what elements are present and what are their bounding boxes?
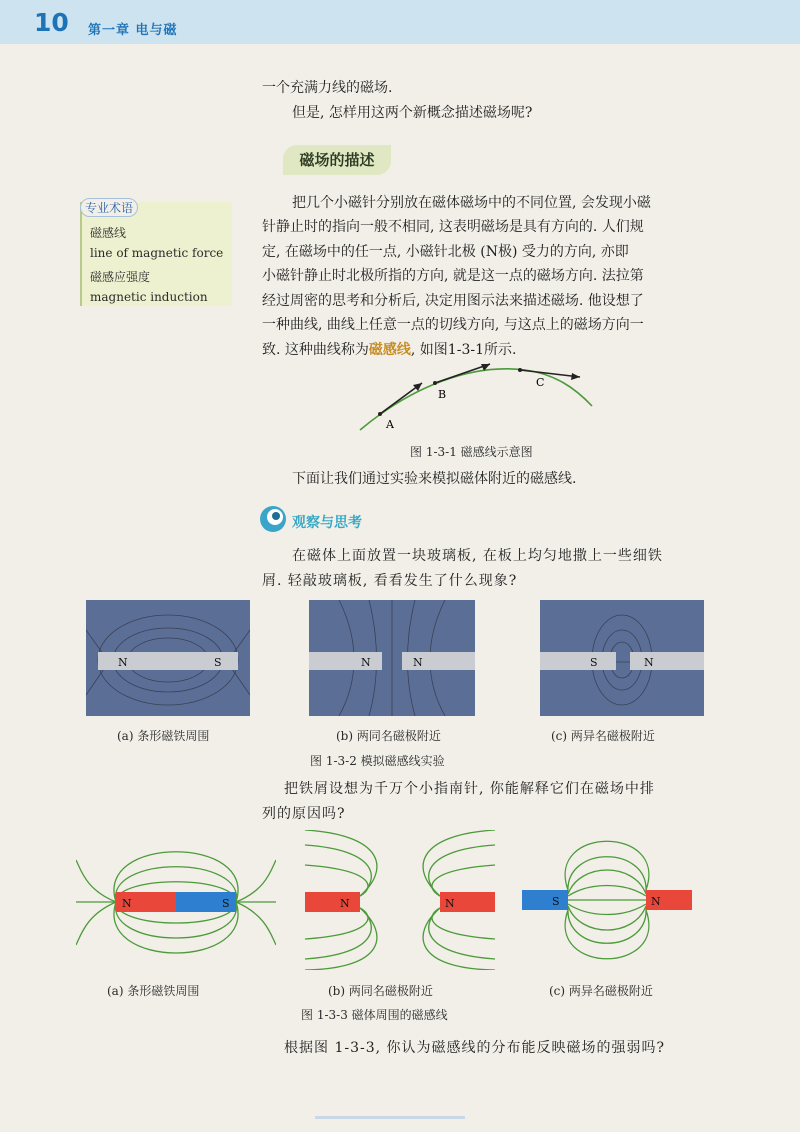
figure-1-3-1 bbox=[350, 358, 610, 438]
para-line: 把几个小磁针分别放在磁体磁场中的不同位置, 会发现小磁 bbox=[292, 195, 651, 211]
point-b bbox=[433, 381, 437, 385]
para-line: 小磁针静止时北极所指的方向, 就是这一点的磁场方向. 法拉第 bbox=[262, 268, 644, 284]
pole-label: N bbox=[644, 656, 654, 669]
arrowhead-icon bbox=[571, 373, 580, 380]
photo-unlike-poles bbox=[540, 600, 704, 716]
pole-label: N bbox=[651, 895, 661, 908]
intro-line-1: 一个充满力线的磁场. bbox=[262, 80, 393, 96]
field-line-curve bbox=[360, 369, 592, 430]
para-line: 定, 在磁场中的任一点, 小磁针北极 (N极) 受力的方向, 亦即 bbox=[262, 244, 629, 260]
pole-label: N bbox=[340, 897, 350, 910]
term-item: 磁感线 bbox=[90, 226, 127, 240]
term-item: line of magnetic force bbox=[90, 246, 224, 260]
final-question: 根据图 1-3-3, 你认为磁感线的分布能反映磁场的强弱吗? bbox=[284, 1040, 666, 1056]
para-line: 一种曲线, 曲线上任意一点的切线方向, 与这点上的磁场方向一 bbox=[262, 317, 644, 333]
fig133-sub-a: (a) 条形磁铁周围 bbox=[107, 984, 200, 998]
label-a: A bbox=[386, 418, 394, 431]
figure-1-3-3-caption: 图 1-3-3 磁体周围的磁感线 bbox=[301, 1008, 448, 1022]
footer-divider bbox=[315, 1116, 465, 1119]
pole-label: N bbox=[413, 656, 423, 669]
simulate-line: 下面让我们通过实验来模拟磁体附近的磁感线. bbox=[292, 471, 577, 487]
intro-line-2: 但是, 怎样用这两个新概念描述磁场呢? bbox=[292, 105, 533, 121]
point-a bbox=[378, 412, 382, 416]
tangent-arrow-b bbox=[435, 364, 490, 383]
pole-label: S bbox=[214, 656, 222, 669]
para-line: 针静止时的指向一般不相同, 这表明磁场是具有方向的. 人们规 bbox=[262, 219, 644, 235]
chapter-title: 第一章 电与磁 bbox=[88, 23, 178, 38]
para-text: 致. 这种曲线称为 bbox=[262, 342, 369, 358]
pole-label: S bbox=[590, 656, 598, 669]
photo-like-poles bbox=[309, 600, 475, 716]
photo-bar-magnet bbox=[86, 600, 250, 716]
term-item: 磁感应强度 bbox=[90, 270, 151, 284]
fig132-sub-b: (b) 两同名磁极附近 bbox=[336, 729, 441, 743]
page-number: 10 bbox=[34, 8, 69, 37]
label-b: B bbox=[438, 388, 447, 401]
point-c bbox=[518, 368, 522, 372]
pole-label: S bbox=[222, 897, 230, 910]
observe-line: 屑. 轻敲玻璃板, 看看发生了什么现象? bbox=[262, 573, 518, 589]
pole-label: N bbox=[118, 656, 128, 669]
pole-label: N bbox=[445, 897, 455, 910]
section-title: 磁场的描述 bbox=[283, 145, 391, 175]
terms-title: 专业术语 bbox=[80, 198, 138, 217]
pole-label: N bbox=[361, 656, 371, 669]
term-highlight: 磁感线 bbox=[368, 342, 411, 358]
question-line: 列的原因吗? bbox=[262, 806, 346, 822]
fig133-sub-c: (c) 两异名磁极附近 bbox=[549, 984, 653, 998]
field-diagram-like-poles bbox=[300, 830, 500, 970]
field-diagram-bar-magnet bbox=[76, 830, 276, 970]
fig133-sub-b: (b) 两同名磁极附近 bbox=[328, 984, 433, 998]
term-item: magnetic induction bbox=[90, 290, 208, 304]
pole-label: N bbox=[122, 897, 132, 910]
eye-icon bbox=[258, 504, 288, 534]
field-diagram-unlike-poles bbox=[520, 820, 700, 980]
figure-1-3-1-caption: 图 1-3-1 磁感线示意图 bbox=[410, 445, 533, 459]
observe-line: 在磁体上面放置一块玻璃板, 在板上均匀地撒上一些细铁 bbox=[292, 548, 663, 564]
para-text: , 如图1-3-1所示. bbox=[410, 342, 517, 358]
figure-1-3-2-caption: 图 1-3-2 模拟磁感线实验 bbox=[310, 754, 445, 768]
fig132-sub-a: (a) 条形磁铁周围 bbox=[117, 729, 210, 743]
pole-label: S bbox=[552, 895, 560, 908]
label-c: C bbox=[536, 376, 545, 389]
observe-title: 观察与思考 bbox=[292, 515, 362, 531]
question-line: 把铁屑设想为千万个小指南针, 你能解释它们在磁场中排 bbox=[284, 781, 655, 797]
para-line: 经过周密的思考和分析后, 决定用图示法来描述磁场. 他设想了 bbox=[262, 293, 644, 309]
fig132-sub-c: (c) 两异名磁极附近 bbox=[551, 729, 655, 743]
